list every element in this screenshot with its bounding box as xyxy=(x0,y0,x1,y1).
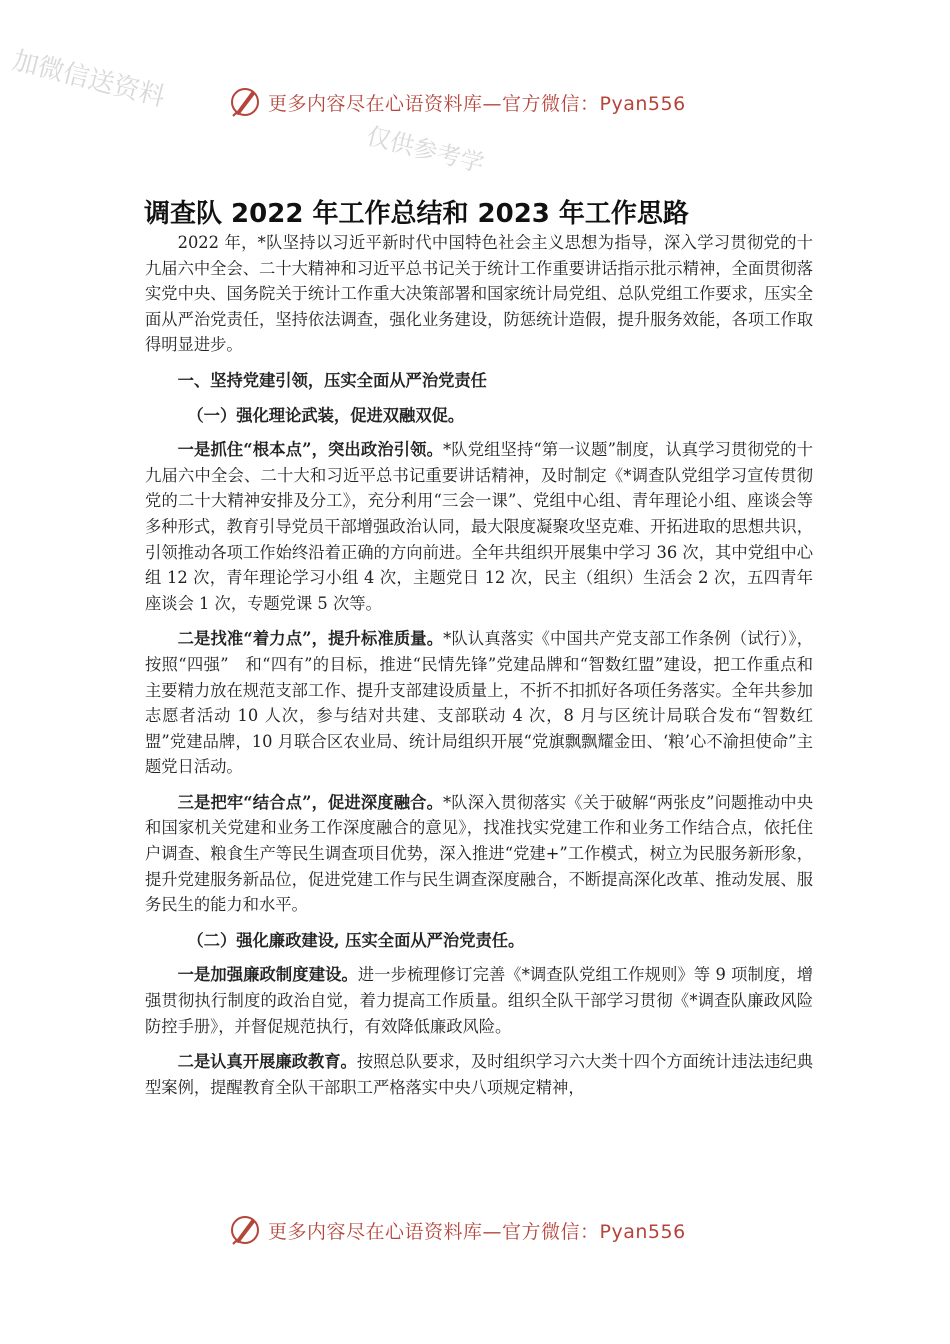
subsection-2-heading: （二）强化廉政建设, 压实全面从严治党责任。 xyxy=(187,930,525,950)
paragraph-lead: 二是找准“着力点”，提升标准质量。 xyxy=(177,629,444,649)
paragraph-item xyxy=(145,437,813,616)
footer-banner xyxy=(228,1212,748,1248)
paragraph-item xyxy=(145,962,813,1039)
paragraph-text: 按照总队要求，及时组织学习六大类十四个方面统计违法违纪典型案例，提醒教育全队干部职工严格落实中央八项规定精神， xyxy=(145,1052,813,1097)
paragraph-text: *队深入贯彻落实《关于破解“两张皮”问题推动中央和国家机关党建和业务工作深度融合的意见》，找准找实党建工作和业务工作结合点，依托住户调查、粮食生产等民生调查项目优势，深入推进“党建+”工作模式，树立为民服务新形象，提升党建服务新品位，促进党建工作与民生调查深度融合，不断提高深化改革、推动发展、服务民生的能力和水平。 xyxy=(145,792,814,915)
paragraph-item xyxy=(145,790,813,918)
intro-paragraph: 2022 年，*队坚持以习近平新时代中国特色社会主义思想为指导，深入学习贯彻党的十九届六中全会、二十大精神和习近平总书记关于统计工作重要讲话指示批示精神，全面贯彻落实党中央、国务院关于统计工作重大决策部署和国家统计局党组、总队党组工作要求，压实全面从严治党责任，坚持依法调查，强化业务建设，防惩统计造假，提升服务效能，各项工作取得明显进步。 xyxy=(145,233,813,355)
subsection-1-heading: （一）强化理论武装，促进双融双促。 xyxy=(187,405,465,425)
paragraph-lead: 一是加强廉政制度建设。 xyxy=(177,965,358,985)
paragraph-text: 进一步梳理修订完善《*调查队党组工作规则》等 9 项制度，增强贯彻执行制度的政治自觉，着力提高工作质量。组织全队干部学习贯彻《*调查队廉政风险防控手册》，并督促规范执行，有效降低廉政风险。 xyxy=(145,965,813,1036)
banner-text: 更多内容尽在心语资料库—官方微信：Pyan556 xyxy=(268,1220,686,1243)
paragraph-text: *队党组坚持“第一议题”制度，认真学习贯彻党的十九届六中全会、二十大和习近平总书记重要讲话精神，及时制定《*调查队党组学习宣传贯彻党的二十大精神安排及分工》，充分利用“三会一课”、党组中心组、青年理论小组、座谈会等多种形式，教育引导党员干部增强政治认同，最大限度凝聚攻坚克难、开拓进取的思想共识，引领推动各项工作始终沿着正确的方向前进。全年共组织开展集中学习 36 次，其中党组中心组 12 次，青年理论学习小组 4 次，主题党日 12 次，民主（组织）生活会 2 次，五四青年座谈会 1 次，专题党课 5 次等。 xyxy=(145,440,814,613)
paragraph-item xyxy=(145,1049,813,1100)
header-banner xyxy=(228,84,748,120)
banner-text: 更多内容尽在心语资料库—官方微信：Pyan556 xyxy=(268,92,686,115)
watermark-center: 仅供参考学 xyxy=(363,121,487,179)
paragraph-item xyxy=(145,626,813,780)
quill-pen-logo-icon xyxy=(228,85,262,119)
paragraph-lead: 二是认真开展廉政教育。 xyxy=(177,1052,357,1072)
watermark-top-left: 加微信送资料 xyxy=(9,45,168,113)
document-title: 调查队 2022 年工作总结和 2023 年工作思路 xyxy=(144,199,689,230)
section-1-heading: 一、坚持党建引领，压实全面从严治党责任 xyxy=(177,370,487,390)
paragraph-lead: 一是抓住“根本点”，突出政治引领。 xyxy=(177,440,443,460)
paragraph-text: *队认真落实《中国共产党支部工作条例（试行）》，按照“四强” 和“四有”的目标，推进“民情先锋”党建品牌和“智数红盟”建设，把工作重点和主要精力放在规范支部工作、提升支部建设质量上，不折不扣抓好各项任务落实。全年共参加志愿者活动 10 人次，参与结对共建、支部联动 4 次，8 月与区统计局联合发布“智数红盟”党建品牌，10 月联合区农业局、统计局组织开展“党旗飘飘耀金田、‘粮’心不渝担使命”主题党日活动。 xyxy=(145,629,814,777)
paragraph-lead: 三是把牢“结合点”，促进深度融合。 xyxy=(177,792,443,812)
document-body xyxy=(145,230,813,1100)
quill-pen-logo-icon xyxy=(228,1213,262,1247)
